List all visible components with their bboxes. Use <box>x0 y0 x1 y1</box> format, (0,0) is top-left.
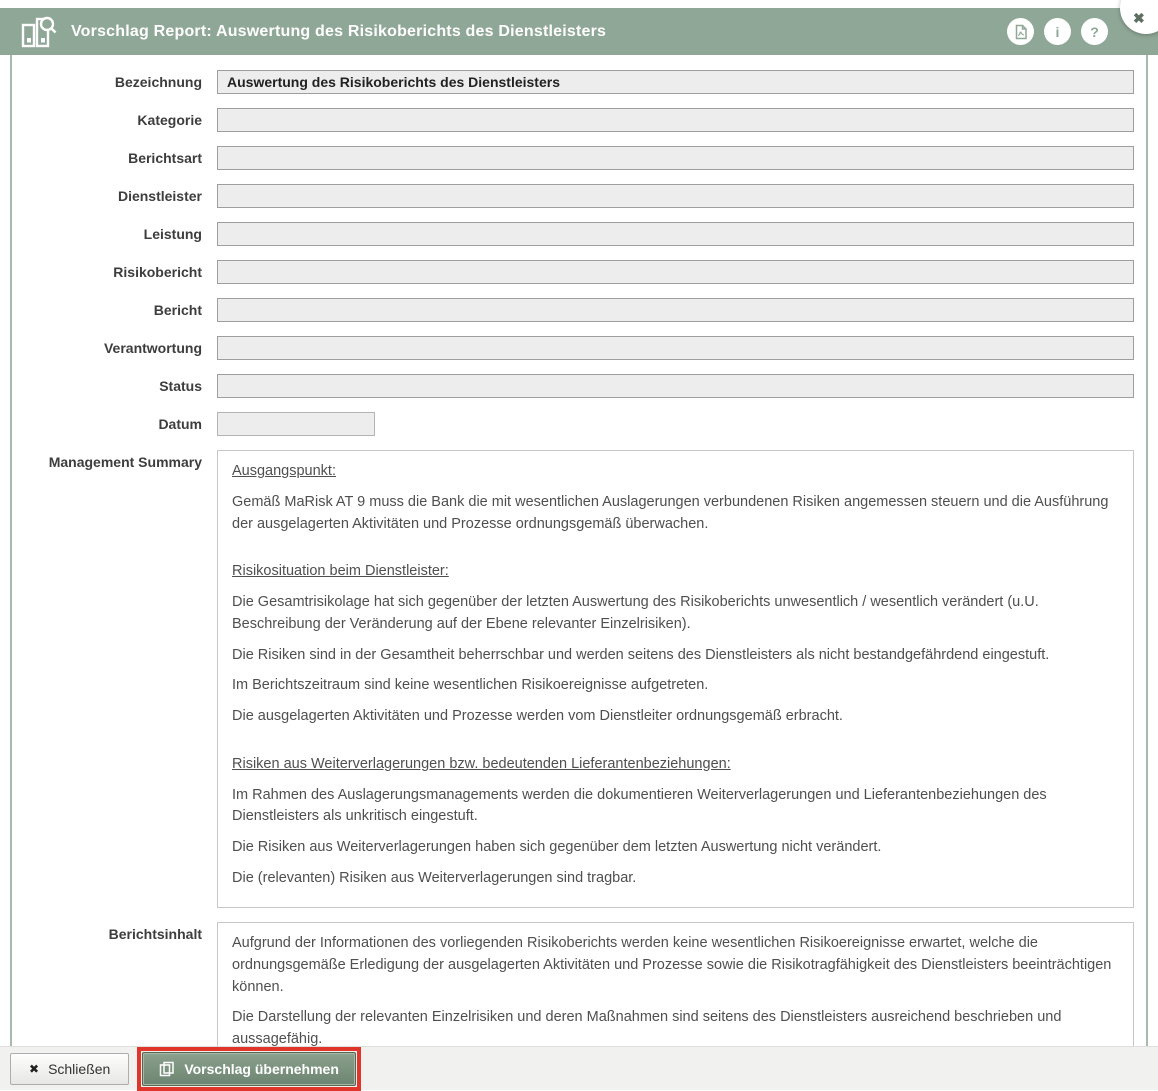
form-row <box>12 412 1134 436</box>
editor-paragraph: Aufgrund der Informationen des vorliegenden Risikoberichts werden keine wesentlichen Risikoereignisse erwartet, welche die ordnungsgemäße Erledigung der ausgelagerten Aktivitäten und Prozesse sowie die Risikotragfähigkeit des Dienstleisters beeinträchtigen können. <box>232 935 1112 995</box>
field-label: Management Summary <box>48 454 202 470</box>
copy-icon <box>159 1061 175 1077</box>
close-x-glyph: ✖ <box>1133 10 1145 26</box>
field-input-risikobericht[interactable] <box>217 260 1134 284</box>
form-row <box>12 70 1134 94</box>
form-row <box>12 184 1134 208</box>
dialog-title: Vorschlag Report: Auswertung des Risikoberichts des Dienstleisters <box>71 22 607 40</box>
editor-paragraph: Die Gesamtrisikolage hat sich gegenüber der letzten Auswertung des Risikoberichts unwesentlich / wesentlich verändert (u.U. Beschreibung der Veränderung auf der Ebene relevanter Einzelrisiken). <box>232 594 1039 632</box>
vorschlag-report-dialog <box>0 8 1158 1046</box>
field-input-dienstleister[interactable] <box>217 184 1134 208</box>
header-actions <box>997 8 1108 55</box>
dialog-body <box>10 55 1148 1046</box>
form-row <box>12 336 1134 360</box>
field-label: Datum <box>158 416 202 432</box>
field-label: Bezeichnung <box>114 74 202 90</box>
berichtsinhalt-editor[interactable] <box>217 922 1134 1046</box>
field-input-status[interactable] <box>217 374 1134 398</box>
form-row <box>12 260 1134 284</box>
field-label: Bericht <box>153 302 202 318</box>
field-input-bericht[interactable] <box>217 298 1134 322</box>
editor-heading: Ausgangspunkt: <box>232 463 336 479</box>
editor-paragraph: Die Darstellung der relevanten Einzelrisiken und deren Maßnahmen sind seitens des Dienstleisters ausreichend beschrieben und aussagefähig. <box>232 1009 1062 1046</box>
form-row <box>12 146 1134 170</box>
vorschlag-uebernehmen-button[interactable] <box>142 1052 356 1086</box>
field-label: Berichtsart <box>128 150 202 166</box>
editor-paragraph: Im Berichtszeitraum sind keine wesentlichen Risikoereignisse aufgetreten. <box>232 677 709 694</box>
highlight-annotation <box>137 1047 361 1091</box>
form-row <box>12 222 1134 246</box>
editor-heading: Risiken aus Weiterverlagerungen bzw. bedeutenden Lieferantenbeziehungen: <box>232 755 731 772</box>
field-input-datum[interactable] <box>217 412 375 436</box>
field-label: Status <box>159 378 202 394</box>
vorschlag-uebernehmen-label: Vorschlag übernehmen <box>184 1060 339 1077</box>
field-label: Verantwortung <box>103 340 202 356</box>
field-label: Kategorie <box>137 112 202 128</box>
form-row <box>12 922 1134 1046</box>
field-input-verantwortung[interactable] <box>217 336 1134 360</box>
editor-paragraph: Die (relevanten) Risiken aus Weiterverlagerungen sind tragbar. <box>232 869 637 886</box>
editor-paragraph: Gemäß MaRisk AT 9 muss die Bank die mit wesentlichen Auslagerungen verbundenen Risiken angemessen steuern und die Ausführung der ausgelagerten Aktivitäten und Prozesse ordnungsgemäß überwachen. <box>232 493 1109 532</box>
field-label: Berichtsinhalt <box>108 926 202 942</box>
close-icon[interactable] <box>1120 0 1158 34</box>
form-row <box>12 298 1134 322</box>
schliessen-label: Schließen <box>48 1060 111 1077</box>
editor-paragraph: Die Risiken aus Weiterverlagerungen haben sich gegenüber dem letzten Auswertung nicht verändert. <box>232 839 882 855</box>
editor-heading: Risikosituation beim Dienstleister: <box>232 563 449 580</box>
pdf-export-icon[interactable] <box>1007 18 1034 45</box>
field-input-leistung[interactable] <box>217 222 1134 246</box>
form-row <box>12 450 1134 908</box>
management-summary-editor[interactable] <box>217 450 1134 908</box>
report-archive-icon <box>20 15 57 49</box>
field-label: Risikobericht <box>113 264 202 280</box>
form-row <box>12 374 1134 398</box>
footer-toolbar <box>0 1046 1158 1090</box>
close-x-icon: ✖ <box>29 1061 40 1076</box>
editor-sections <box>12 450 1134 1046</box>
field-input-berichtsart[interactable] <box>217 146 1134 170</box>
field-input-bezeichnung[interactable] <box>217 70 1134 94</box>
field-input-kategorie[interactable] <box>217 108 1134 132</box>
info-icon[interactable]: i <box>1044 18 1071 45</box>
help-icon[interactable]: ? <box>1081 18 1108 45</box>
schliessen-button[interactable] <box>10 1053 129 1085</box>
form-fields <box>12 70 1134 436</box>
form-row <box>12 108 1134 132</box>
editor-paragraph: Die Risiken sind in der Gesamtheit beherrschbar und werden seitens des Dienstleisters als nicht bestandgefährdend eingestuft. <box>232 646 1050 663</box>
field-label: Dienstleister <box>117 188 202 204</box>
field-label: Leistung <box>143 226 202 242</box>
editor-paragraph: Die ausgelagerten Aktivitäten und Prozesse werden vom Dienstleiter ordnungsgemäß erbracht. <box>232 708 843 724</box>
dialog-header <box>0 8 1158 55</box>
editor-paragraph: Im Rahmen des Auslagerungsmanagements werden die dokumentieren Weiterverlagerungen und Lieferantenbeziehungen des Dienstleisters als unkritisch eingestuft. <box>232 786 1047 825</box>
